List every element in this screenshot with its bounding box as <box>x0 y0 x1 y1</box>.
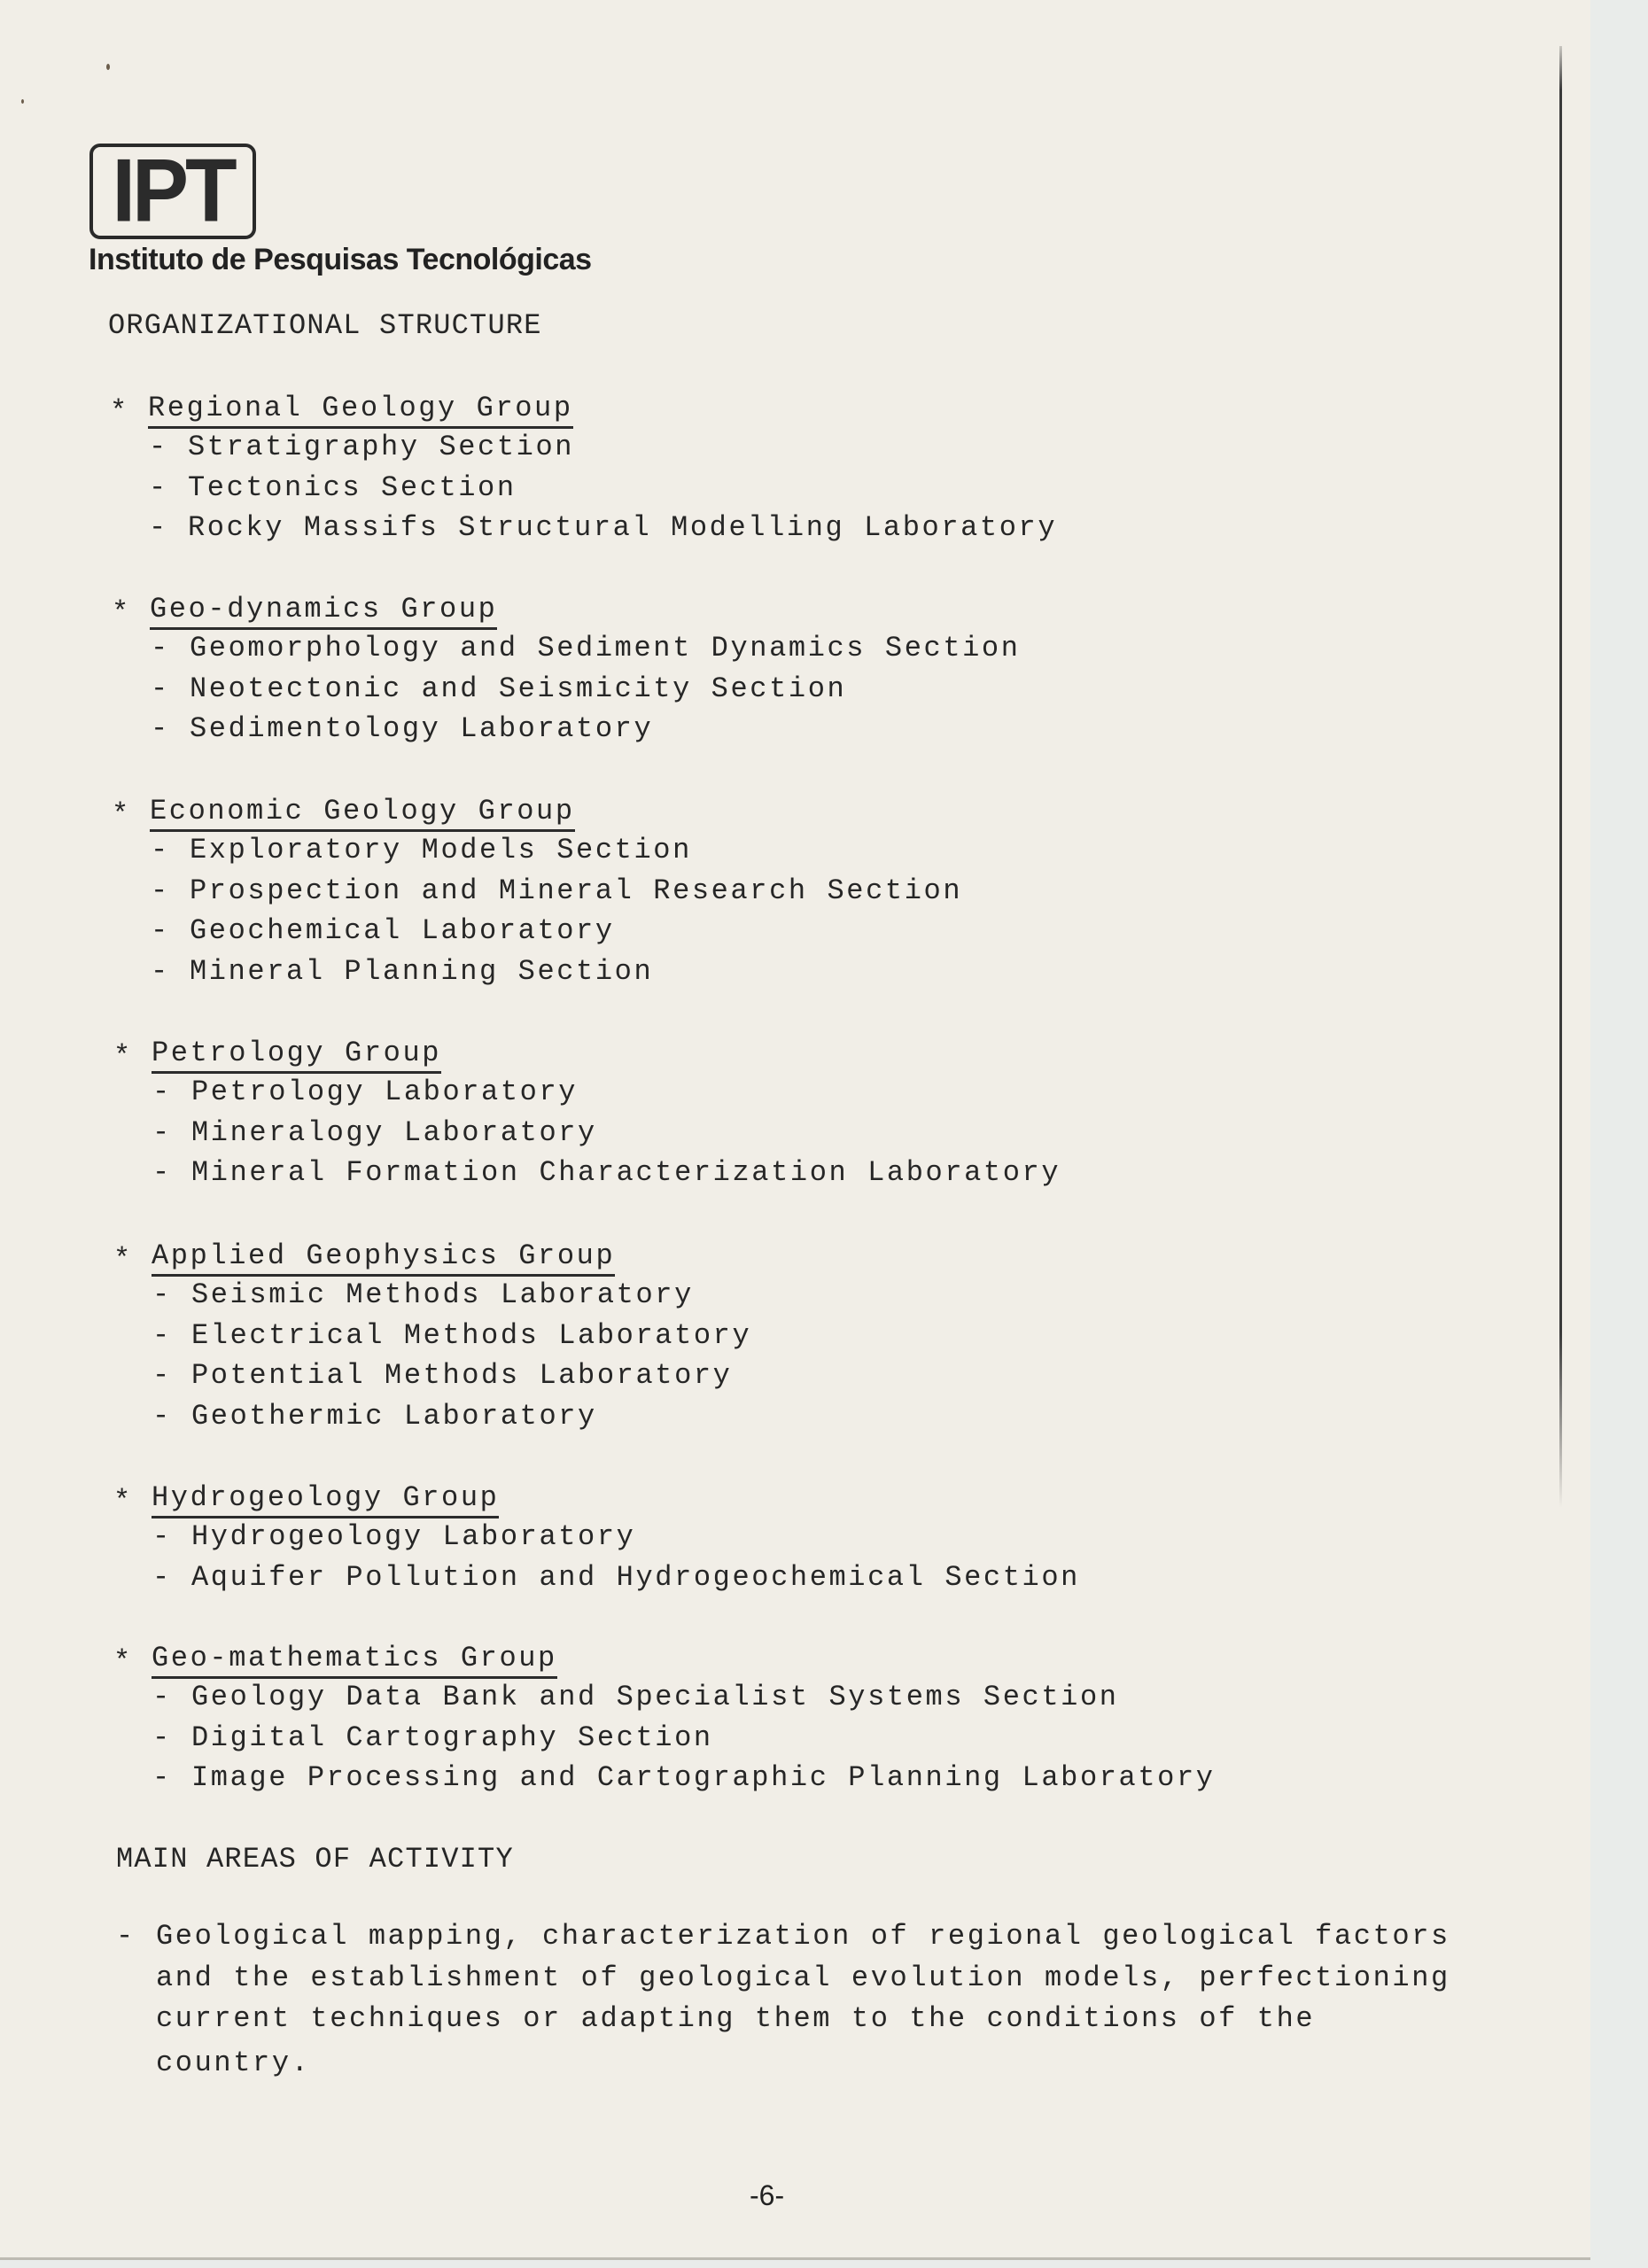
section-item: Mineral Formation Characterization Laboratory <box>191 1156 1061 1189</box>
group-bullet-icon: * <box>110 395 129 428</box>
item-dash: - <box>152 1560 172 1594</box>
group-bullet-icon: * <box>112 798 131 831</box>
item-dash: - <box>151 834 170 866</box>
group-bullet-icon: * <box>112 596 131 629</box>
section-item: Image Processing and Cartographic Planning Laboratory <box>191 1761 1216 1794</box>
group-bullet-icon: * <box>113 1645 133 1678</box>
item-dash: - <box>151 672 170 705</box>
item-dash: - <box>152 1359 172 1392</box>
section-item: Potential Methods Laboratory <box>191 1359 733 1392</box>
activity-dash: - <box>116 1920 136 1953</box>
item-dash: - <box>151 712 170 745</box>
section-item: Exploratory Models Section <box>190 834 692 866</box>
section-item: Stratigraphy Section <box>188 431 575 463</box>
item-dash: - <box>149 470 168 504</box>
paragraph-line: country. <box>156 2047 311 2079</box>
paragraph-line: and the establishment of geological evolution models, perfectioning <box>156 1961 1450 1994</box>
main-areas-heading: MAIN AREAS OF ACTIVITY <box>116 1843 514 1876</box>
item-dash: - <box>152 1318 172 1352</box>
item-dash: - <box>151 954 170 988</box>
group-name: Economic Geology Group <box>150 797 575 832</box>
logo-text: IPT <box>112 141 234 241</box>
section-item: Electrical Methods Laboratory <box>191 1318 752 1352</box>
section-item: Petrology Laboratory <box>191 1076 579 1108</box>
margin-rule-line <box>1559 46 1562 1508</box>
item-dash: - <box>149 511 168 544</box>
section-item: Geology Data Bank and Specialist Systems Section <box>191 1681 1119 1713</box>
paragraph-line: Geological mapping, characterization of regional geological factors <box>156 1920 1450 1953</box>
group-name: Applied Geophysics Group <box>152 1242 615 1277</box>
item-dash: - <box>152 1520 172 1553</box>
paper-speck <box>106 64 110 70</box>
section-item: Geomorphology and Sediment Dynamics Section <box>190 632 1021 664</box>
item-dash: - <box>152 1720 172 1754</box>
group-name: Hydrogeology Group <box>152 1484 499 1518</box>
paper-bottom-edge <box>0 2257 1590 2260</box>
item-dash: - <box>152 1761 172 1794</box>
section-item: Prospection and Mineral Research Section <box>190 874 963 907</box>
section-item: Neotectonic and Seismicity Section <box>190 672 847 705</box>
organization-name: Instituto de Pesquisas Tecnológicas <box>89 243 592 276</box>
item-dash: - <box>149 431 168 463</box>
paragraph-line: current techniques or adapting them to the conditions of the <box>156 2002 1316 2035</box>
item-dash: - <box>152 1681 172 1713</box>
org-structure-heading: ORGANIZATIONAL STRUCTURE <box>108 309 542 342</box>
page-number: -6- <box>750 2179 785 2211</box>
item-dash: - <box>152 1278 172 1311</box>
group-bullet-icon: * <box>113 1485 133 1518</box>
paper-speck <box>21 99 24 104</box>
section-item: Tectonics Section <box>188 470 517 504</box>
group-name: Petrology Group <box>152 1039 441 1074</box>
group-name: Geo-mathematics Group <box>152 1644 557 1679</box>
section-item: Hydrogeology Laboratory <box>191 1520 636 1553</box>
section-item: Geochemical Laboratory <box>190 914 615 947</box>
item-dash: - <box>152 1115 172 1149</box>
item-dash: - <box>151 874 170 907</box>
section-item: Sedimentology Laboratory <box>190 712 654 745</box>
group-bullet-icon: * <box>113 1040 133 1073</box>
section-item: Rocky Massifs Structural Modelling Laboratory <box>188 511 1058 544</box>
section-item: Mineralogy Laboratory <box>191 1115 597 1149</box>
section-item: Digital Cartography Section <box>191 1720 713 1754</box>
group-name: Regional Geology Group <box>148 394 573 429</box>
item-dash: - <box>152 1399 172 1433</box>
item-dash: - <box>152 1076 172 1108</box>
group-name: Geo-dynamics Group <box>150 595 497 630</box>
group-bullet-icon: * <box>113 1243 133 1276</box>
section-item: Mineral Planning Section <box>190 954 654 988</box>
section-item: Geothermic Laboratory <box>191 1399 597 1433</box>
item-dash: - <box>151 632 170 664</box>
ipt-logo <box>89 141 256 241</box>
section-item: Aquifer Pollution and Hydrogeochemical Section <box>191 1560 1080 1594</box>
section-item: Seismic Methods Laboratory <box>191 1278 694 1311</box>
item-dash: - <box>152 1156 172 1189</box>
item-dash: - <box>151 914 170 947</box>
